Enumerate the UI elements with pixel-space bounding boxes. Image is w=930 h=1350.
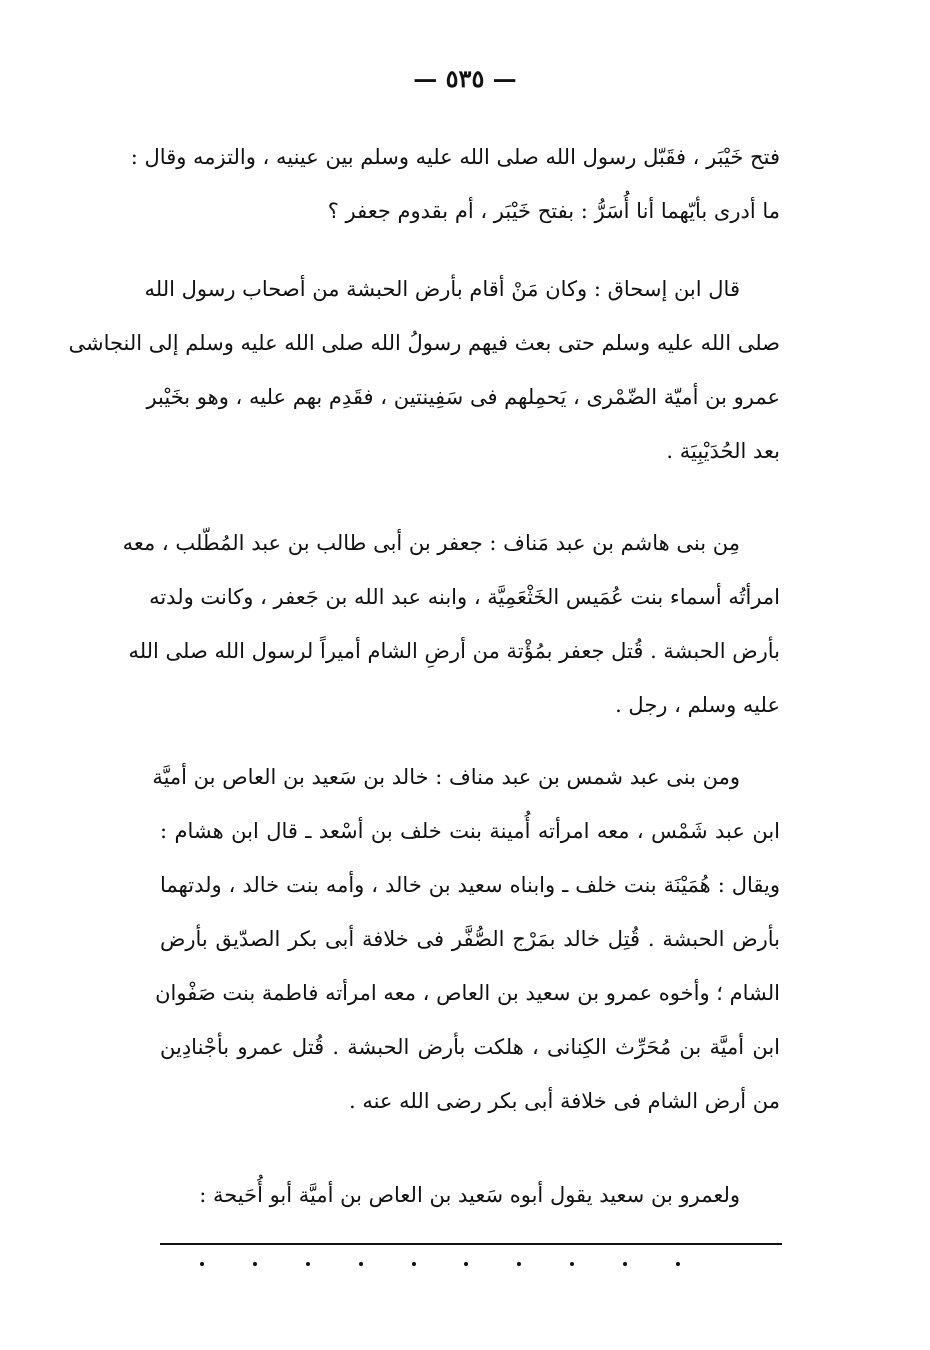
text-line: ابن عبد شَمْس ، معه امرأته أُمينة بنت خلف بن أسْعد ـ قال ابن هشام :: [160, 819, 780, 843]
text-line: بأرض الحبشة . قُتل جعفر بمُؤْتة من أرضِ الشام أميراً لرسول الله صلى الله: [128, 639, 780, 663]
dot: [200, 1262, 204, 1266]
paragraph-3: [122, 516, 780, 732]
text-line: صلى الله عليه وسلم حتى بعث فيهم رسولُ الله صلى الله عليه وسلم إلى النجاشى: [68, 331, 780, 355]
text-line: عمرو بن أميّة الضّمْرى ، يَحمِلهم فى سَفِينتين ، فقَدِم بهم عليه ، وهو بخَيْبر: [146, 385, 780, 409]
text-line: قال ابن إسحاق : وكان مَنْ أقام بأرض الحبشة من أصحاب رسول الله: [144, 277, 740, 301]
text-line: ابن أميَّة بن مُحَرِّث الكِنانى ، هلكت بأرض الحبشة . قُتل عمرو بأجْنادِين: [160, 1035, 780, 1059]
paragraph-2: [68, 262, 780, 478]
text-line: مِن بنى هاشم بن عبد مَناف : جعفر بن أبى طالب بن عبد المُطّلب ، معه: [122, 531, 740, 555]
dot: [570, 1262, 574, 1266]
page-number: — ٥٣٥ —: [413, 64, 517, 93]
dot: [306, 1262, 310, 1266]
text-line: فتح خَيْبَر ، فقَبّل رسول الله صلى الله عليه وسلم بين عينيه ، والتزمه وقال :: [130, 145, 780, 169]
text-line: عليه وسلم ، رجل .: [615, 693, 780, 717]
dot: [623, 1262, 627, 1266]
text-line: الشام ؛ وأخوه عمرو بن سعيد بن العاص ، معه امرأته فاطمة بنت صَفْوان: [155, 981, 780, 1005]
footnote-dots: [160, 1262, 720, 1274]
text-line: من أرض الشام فى خلافة أبى بكر رضى الله عنه .: [348, 1089, 780, 1113]
dot: [517, 1262, 521, 1266]
paragraph-5: [160, 1168, 780, 1222]
dot: [359, 1262, 363, 1266]
dot: [676, 1262, 680, 1266]
paragraph-4: [152, 750, 780, 1128]
text-line: امرأتُه أسماء بنت عُمَيس الخَثْعَمِيَّة ، وابنه عبد الله بن جَعفر ، وكانت ولدته: [149, 585, 780, 609]
dot: [464, 1262, 468, 1266]
text-line: بعد الحُدَيْبِيَة .: [666, 439, 780, 463]
paragraph-1: [130, 130, 780, 238]
text-line: ومن بنى عبد شمس بن عبد مناف : خالد بن سَعيد بن العاص بن أميَّة: [152, 765, 740, 789]
text-line: ولعمرو بن سعيد يقول أبوه سَعيد بن العاص بن أميَّة أبو أُحَيحة :: [199, 1183, 740, 1207]
text-line: بأرض الحبشة . قُتِل خالد بمَرْج الصُّفَّر فى خلافة أبى بكر الصدّيق بأرض: [160, 927, 780, 951]
text-line: ويقال : هُمَيْنَة بنت خلف ـ وابناه سعيد بن خالد ، وأمه بنت خالد ، ولدتهما: [160, 873, 780, 897]
text-line: ما أدرى بأيّهما أنا أُسَرُّ : بفتح خَيْبَر ، أم بقدوم جعفر ؟: [327, 199, 780, 223]
dot: [412, 1262, 416, 1266]
footnote-rule: [160, 1243, 782, 1245]
dot: [253, 1262, 257, 1266]
